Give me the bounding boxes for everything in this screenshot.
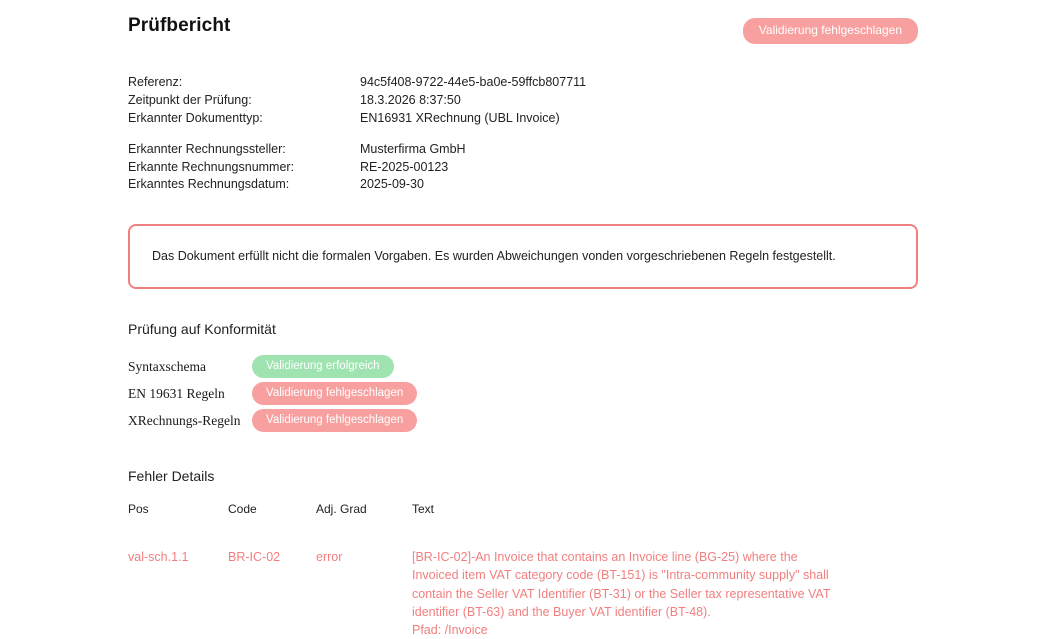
report-metadata: [128, 74, 918, 194]
error-details-heading: Fehler Details: [128, 468, 215, 485]
column-header-code: Code: [228, 502, 257, 517]
status-badge: Validierung fehlgeschlagen: [743, 18, 918, 44]
conformity-list: [128, 353, 918, 434]
cell-grad: error: [316, 550, 343, 565]
column-header-grad: Adj. Grad: [316, 502, 367, 517]
cell-text: [412, 526, 918, 639]
metadata-label: Referenz:: [128, 75, 183, 89]
metadata-label: Zeitpunkt der Prüfung:: [128, 92, 252, 107]
metadata-label: Erkannter Rechnungssteller:: [128, 141, 286, 156]
conformity-row-en19631: [128, 380, 918, 407]
metadata-value: 18.3.2026 8:37:50: [360, 92, 461, 107]
cell-code: BR-IC-02: [228, 550, 281, 565]
metadata-label: Erkannte Rechnungsnummer:: [128, 159, 295, 174]
metadata-row: [128, 159, 466, 177]
error-details-section: [128, 468, 918, 639]
metadata-row: [128, 110, 586, 128]
column-header-text: Text: [412, 502, 435, 517]
conformity-status-cell: [246, 409, 417, 432]
conformity-label: EN 19631 Regeln: [128, 385, 225, 401]
metadata-value: RE-2025-00123: [360, 159, 449, 174]
status-badge: Validierung fehlgeschlagen: [252, 409, 417, 432]
metadata-group-invoice: [128, 141, 918, 195]
cell-pos: val-sch.1.1: [128, 550, 189, 565]
conformity-label: Syntaxschema: [128, 358, 206, 374]
conformity-status-cell: [246, 382, 417, 405]
validation-alert-message: Das Dokument erfüllt nicht die formalen Vorgaben. Es wurden Abweichungen vonden vorgeschriebenen Regeln festgestellt.: [152, 249, 836, 263]
conformity-heading: Prüfung auf Konformität: [128, 321, 276, 338]
metadata-label: Erkannter Dokumenttyp:: [128, 110, 263, 125]
metadata-row: [128, 92, 586, 110]
report-header: [128, 0, 918, 44]
report-content: [128, 0, 918, 639]
conformity-status-cell: [246, 355, 394, 378]
error-text-path: Pfad: /Invoice: [412, 622, 488, 637]
conformity-row-xrechnung: [128, 407, 918, 434]
status-badge: Validierung fehlgeschlagen: [252, 382, 417, 405]
error-details-table: [128, 502, 918, 639]
conformity-label: XRechnungs-Regeln: [128, 412, 241, 428]
metadata-value: EN16931 XRechnung (UBL Invoice): [360, 110, 560, 125]
metadata-row: [128, 141, 466, 159]
metadata-row: [128, 176, 466, 194]
column-header-pos: Pos: [128, 502, 149, 517]
table-header-row: [128, 502, 918, 526]
metadata-value: Musterfirma GmbH: [360, 141, 466, 156]
conformity-row-syntax: [128, 353, 918, 380]
validation-alert-box: [128, 224, 918, 289]
conformity-section: [128, 321, 918, 434]
error-text-line: [BR-IC-02]-An Invoice that contains an Invoice line (BG-25) where the: [412, 550, 798, 565]
metadata-group-general: [128, 74, 918, 128]
status-badge: Validierung erfolgreich: [252, 355, 394, 378]
table-row: [128, 526, 918, 639]
error-text-line: Invoiced item VAT category code (BT-151) is "Intra-community supply" shall: [412, 568, 829, 583]
metadata-value: 2025-09-30: [360, 177, 424, 192]
metadata-row: [128, 74, 586, 92]
metadata-label: Erkanntes Rechnungsdatum:: [128, 177, 290, 192]
page-title: Prüfbericht: [128, 15, 231, 36]
error-text-line: contain the Seller VAT Identifier (BT-31) or the Seller tax representative VAT: [412, 586, 831, 601]
error-text-line: identifier (BT-63) and the Buyer VAT identifier (BT-48).: [412, 604, 711, 619]
metadata-value: 94c5f408-9722-44e5-ba0e-59ffcb807711: [360, 75, 587, 89]
